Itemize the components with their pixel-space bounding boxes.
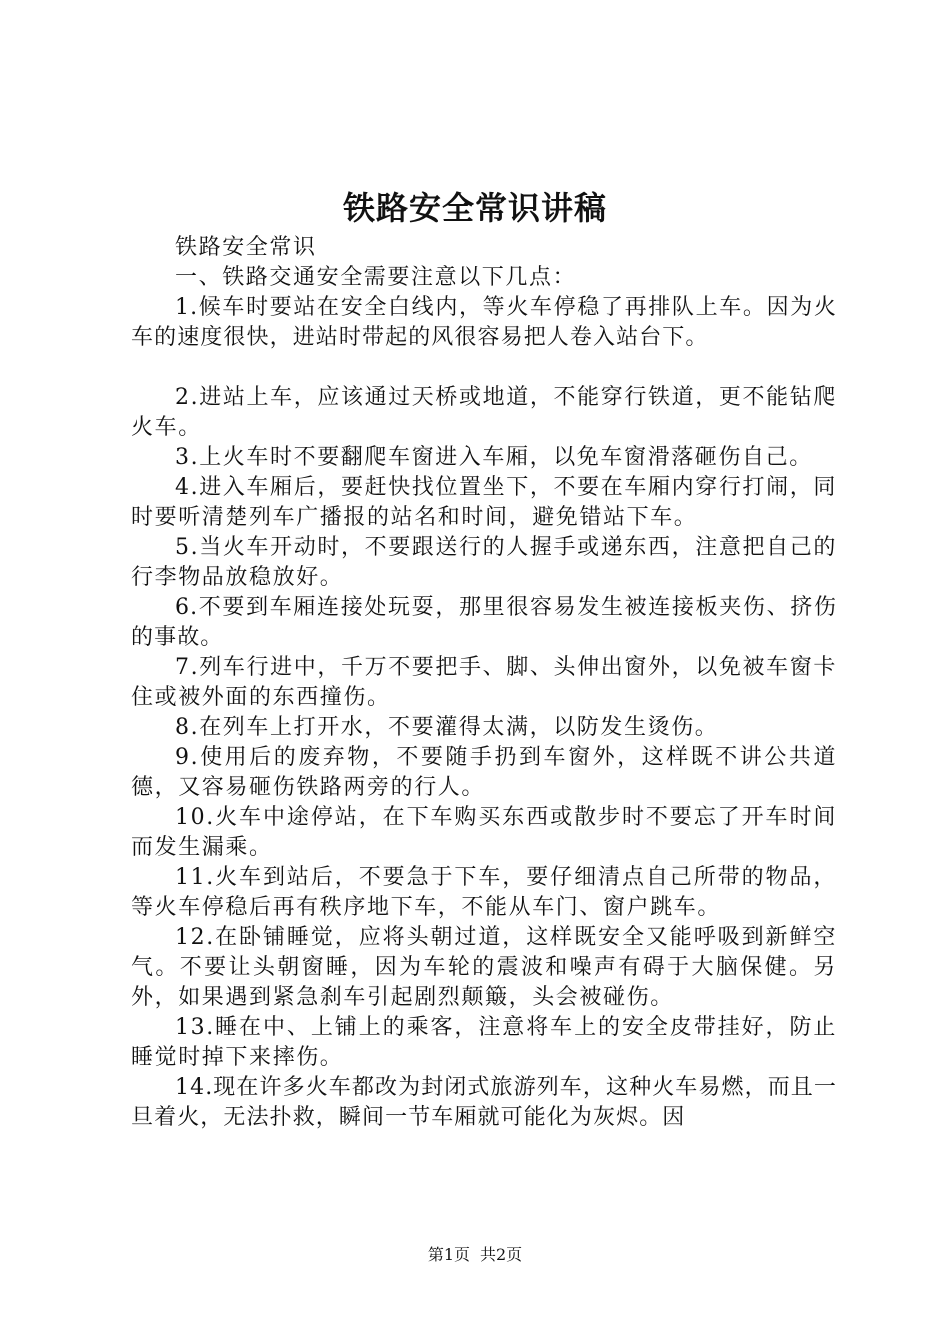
- list-item-6: 6.不要到车厢连接处玩耍，那里很容易发生被连接板夹伤、挤伤的事故。: [131, 595, 837, 650]
- list-item-7: 7.列车行进中，千万不要把手、脚、头伸出窗外，以免被车窗卡住或被外面的东西撞伤。: [131, 655, 837, 710]
- document-body: [131, 233, 837, 1133]
- list-item-13: 13.睡在中、上铺上的乘客，注意将车上的安全皮带挂好，防止睡觉时掉下来摔伤。: [131, 1015, 837, 1070]
- list-item-2: 2.进站上车，应该通过天桥或地道，不能穿行铁道，更不能钻爬火车。: [131, 385, 837, 440]
- list-item-5: 5.当火车开动时，不要跟送行的人握手或递东西，注意把自己的行李物品放稳放好。: [131, 535, 837, 590]
- page-footer: [0, 1244, 950, 1266]
- page-title: 铁路安全常识讲稿: [342, 189, 607, 227]
- list-item-11: 11.火车到站后，不要急于下车，要仔细清点自己所带的物品，等火车停稳后再有秩序地下车，不能从车门、窗户跳车。: [131, 865, 837, 920]
- list-item-1: 1.候车时要站在安全白线内，等火车停稳了再排队上车。因为火车的速度很快，进站时带起的风很容易把人卷入站台下。: [131, 295, 837, 350]
- list-item-4: 4.进入车厢后，要赶快找位置坐下，不要在车厢内穿行打闹，同时要听清楚列车广播报的站名和时间，避免错站下车。: [131, 475, 837, 530]
- page-number: 第1页: [427, 1245, 470, 1264]
- list-item-12: 12.在卧铺睡觉，应将头朝过道，这样既安全又能呼吸到新鲜空气。不要让头朝窗睡，因为车轮的震波和噪声有碍于大脑保健。另外，如果遇到紧急刹车引起剧烈颠簸，头会被碰伤。: [131, 925, 837, 1010]
- list-item-10: 10.火车中途停站，在下车购买东西或散步时不要忘了开车时间而发生漏乘。: [131, 805, 837, 860]
- subsection-heading: 一、铁路交通安全需要注意以下几点：: [175, 265, 577, 290]
- list-item-14: 14.现在许多火车都改为封闭式旅游列车，这种火车易燃，而且一旦着火，无法扑救，瞬间一节车厢就可能化为灰烬。因: [131, 1075, 837, 1130]
- list-item-3: 3.上火车时不要翻爬车窗进入车厢，以免车窗滑落砸伤自己。: [175, 445, 813, 470]
- page-total: 共2页: [480, 1245, 523, 1264]
- section-heading: 铁路安全常识: [175, 235, 317, 260]
- list-item-9: 9.使用后的废弃物，不要随手扔到车窗外，这样既不讲公共道德，又容易砸伤铁路两旁的行人。: [131, 745, 837, 800]
- list-item-8: 8.在列车上打开水，不要灌得太满，以防发生烫伤。: [175, 715, 719, 740]
